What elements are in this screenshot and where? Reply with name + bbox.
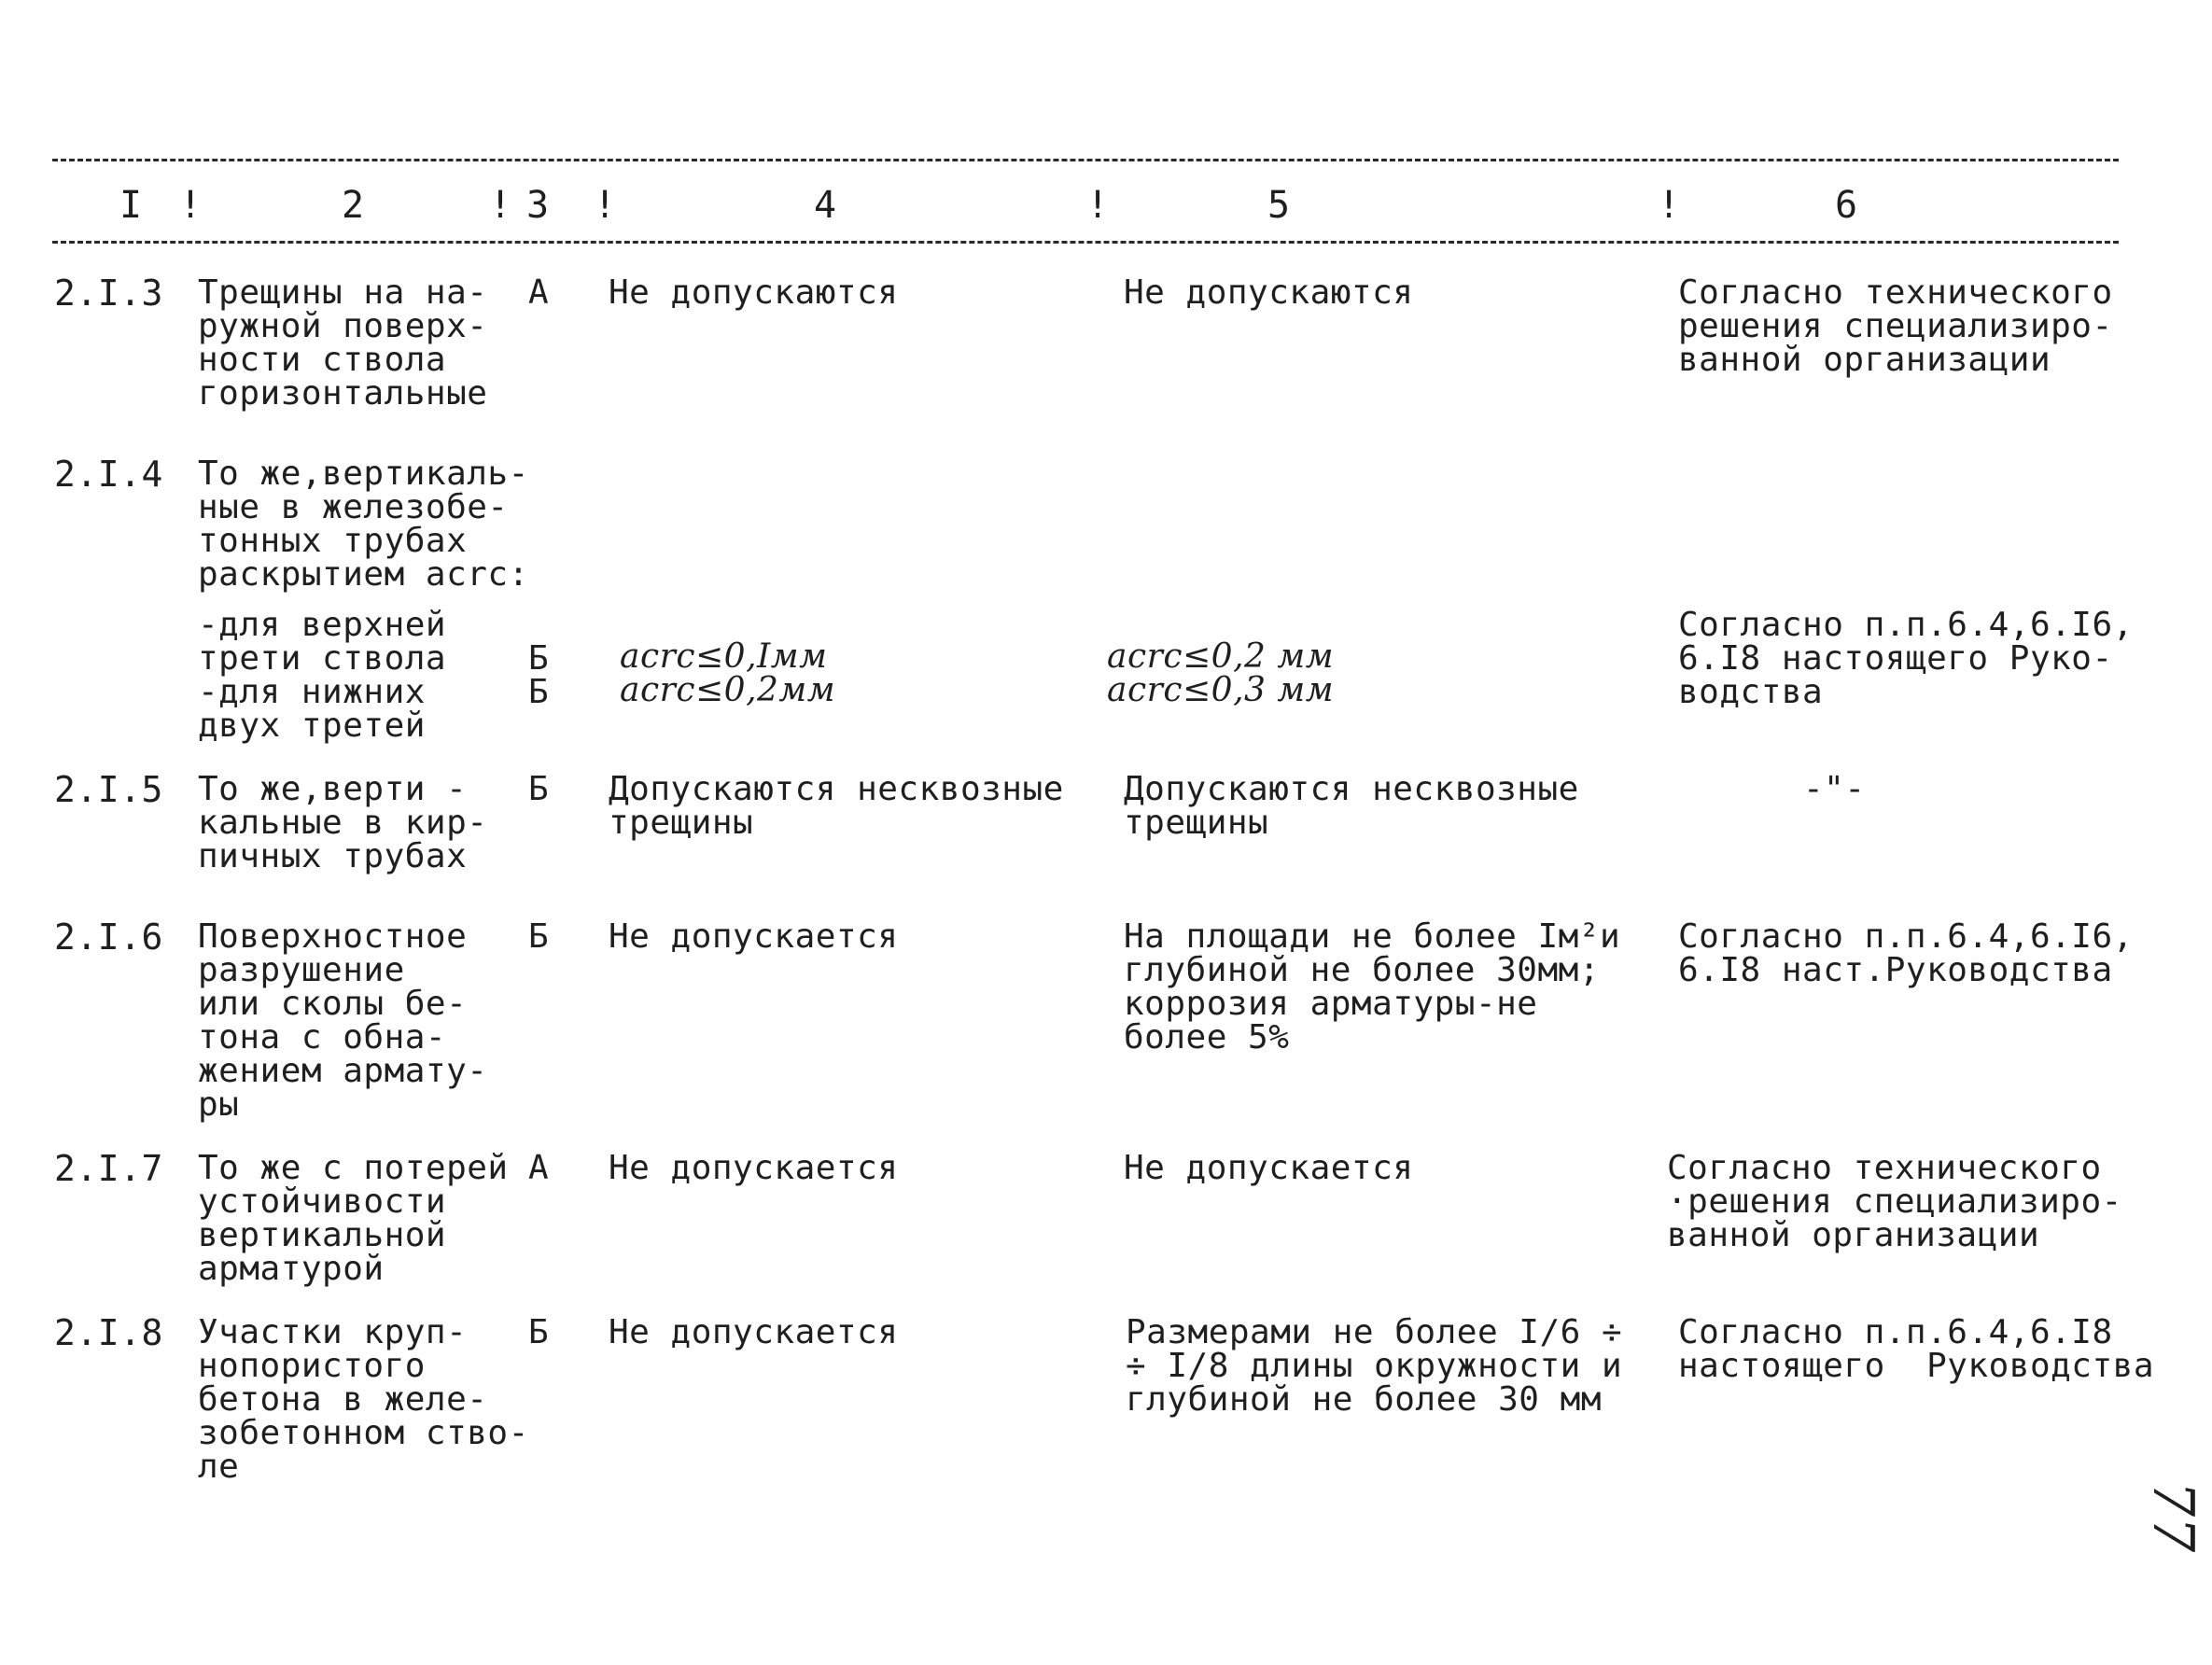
header-col-1: I	[119, 184, 143, 227]
category: Б	[528, 770, 550, 808]
column-4-value: acrc≤0,Iмм acrc≤0,2мм	[620, 637, 836, 709]
row-number: 2.I.3	[54, 273, 163, 314]
column-6-value: -"-	[1803, 770, 1866, 808]
column-6-value: Согласно п.п.6.4,6.I6, 6.I8 наст.Руководства	[1678, 917, 2134, 989]
defect-description: То же,верти - кальные в кир- пичных трубах	[198, 770, 488, 875]
defect-description: То же,вертикаль- ные в железобе- тонных трубах раскрытием acrc:	[198, 455, 529, 594]
header-col-5: 5	[1267, 184, 1291, 227]
column-4-value: Не допускаются	[609, 273, 899, 312]
column-5-value: Размерами не более I/6 ÷ ÷ I/8 длины окружности и глубиной не более 30 мм	[1126, 1313, 1623, 1419]
column-5-value: Допускаются несквозные трещины	[1124, 770, 1579, 842]
row-number: 2.I.5	[54, 769, 163, 810]
header-sep-1: !	[179, 184, 203, 227]
row-number: 2.I.6	[54, 916, 163, 958]
row-number: 2.I.4	[54, 454, 163, 495]
row-number: 2.I.8	[54, 1312, 163, 1353]
column-6-value: Согласно технического ·решения специализиро- ванной организации	[1667, 1149, 2122, 1254]
column-6-value: Согласно п.п.6.4,6.I6, 6.I8 настоящего Руко- водства	[1678, 606, 2134, 711]
header-sep-2: !	[489, 184, 512, 227]
column-5-value: Не допускается	[1124, 1149, 1414, 1187]
header-sep-3: !	[594, 184, 617, 227]
defect-description: То же с потерей устойчивости вертикальной арматурой	[198, 1149, 509, 1288]
header-sep-4: !	[1086, 184, 1110, 227]
header-col-6: 6	[1835, 184, 1858, 227]
column-4-value: Не допускается	[609, 1149, 899, 1187]
category: Б	[528, 917, 550, 956]
column-6-value: Согласно п.п.6.4,6.I8 настоящего Руководства	[1678, 1313, 2154, 1385]
header-col-2: 2	[342, 184, 365, 227]
column-4-value: Не допускается	[609, 917, 899, 956]
category: Б Б	[528, 639, 550, 711]
column-4-value: Не допускается	[609, 1313, 899, 1351]
page-number: 77	[2140, 1480, 2206, 1553]
column-6-value: Согласно технического решения специализиро- ванной организации	[1678, 273, 2113, 379]
top-rule	[52, 159, 2119, 161]
column-5-value: На площади не более Iм²и глубиной не более 30мм; коррозия арматуры-не более 5%	[1124, 917, 1621, 1056]
category: А	[528, 273, 550, 312]
column-4-value: Допускаются несквозные трещины	[609, 770, 1064, 842]
header-col-4: 4	[814, 184, 837, 227]
defect-description: Участки круп- нопористого бетона в желе- зобетонном ство- ле	[198, 1313, 529, 1486]
header-sep-5: !	[1658, 184, 1681, 227]
defect-description: Поверхностное разрушение или сколы бе- тона с обна- жением армату- ры	[198, 917, 488, 1124]
category: А	[528, 1149, 550, 1187]
header-col-3: 3	[526, 184, 550, 227]
row-number: 2.I.7	[54, 1148, 163, 1189]
defect-description: Трещины на на- ружной поверх- ности ствола горизонтальные	[198, 273, 488, 413]
column-5-value: acrc≤0,2 мм acrc≤0,3 мм	[1107, 637, 1335, 709]
defect-subitems: -для верхней трети ствола -для нижних двух третей	[198, 606, 447, 745]
category: Б	[528, 1313, 550, 1351]
header-rule	[52, 241, 2119, 244]
column-5-value: Не допускаются	[1124, 273, 1414, 312]
